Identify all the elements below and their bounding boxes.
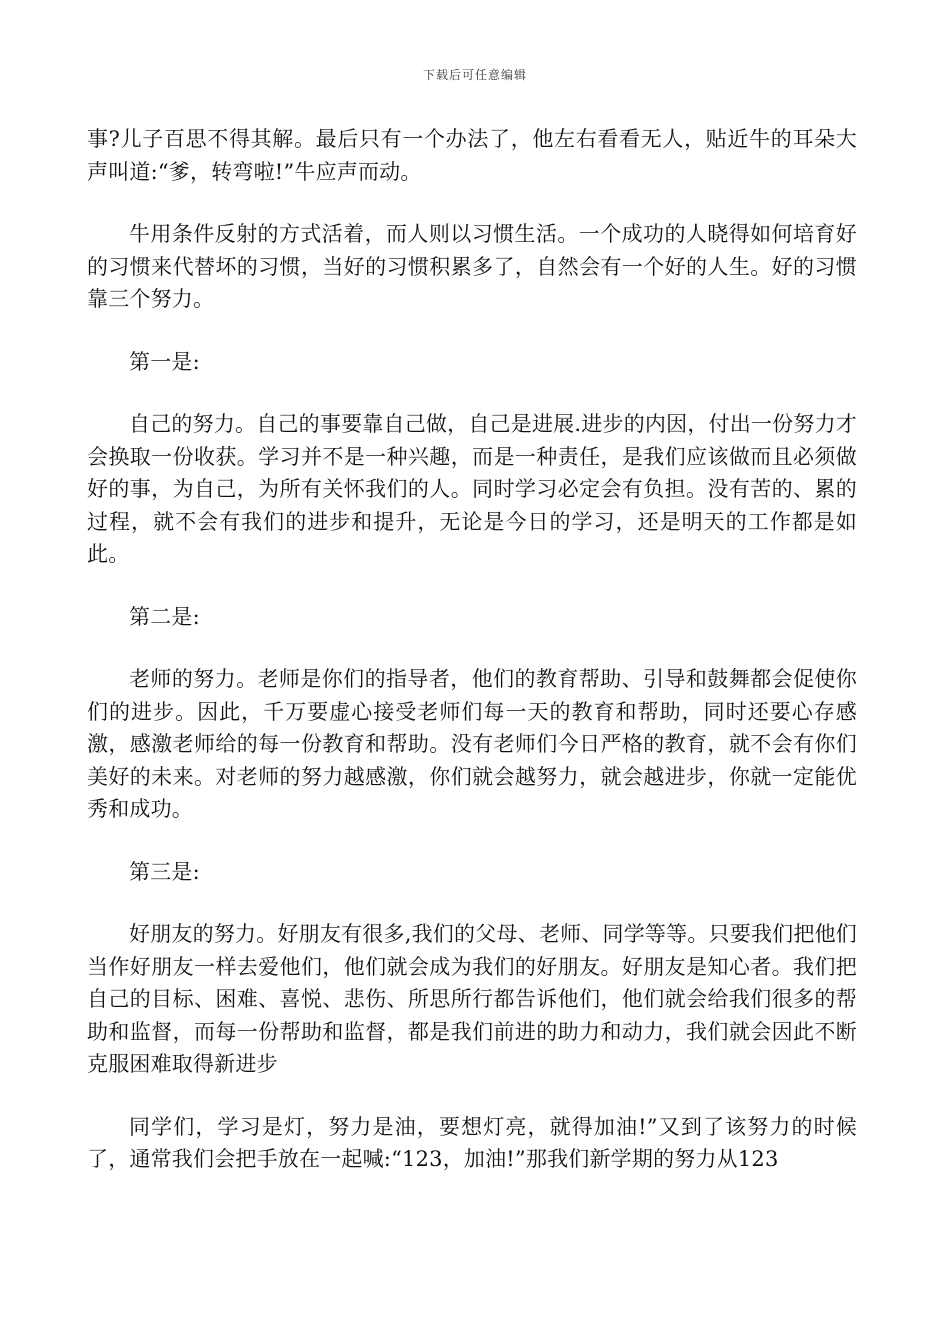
section-heading-3: 第三是: <box>129 859 200 884</box>
paragraph-2: 牛用条件反射的方式活着，而人则以习惯生活。一个成功的人晓得如何培育好的习惯来代替坏的习惯，当好的习惯积累多了，自然会有一个好的人生。好的习惯靠三个努力。 <box>87 222 857 311</box>
page-header: 下载后可任意编辑 <box>422 68 527 82</box>
document-body <box>87 123 857 1206</box>
section-heading-2: 第二是: <box>129 604 200 629</box>
paragraph-5: 好朋友的努力。好朋友有很多,我们的父母、老师、同学等等。只要我们把他们当作好朋友一样去爱他们，他们就会成为我们的好朋友。好朋友是知心者。我们把自己的目标、困难、喜悦、悲伤、所思所行都告诉他们，他们就会给我们很多的帮助和监督，而每一份帮助和监督，都是我们前进的助力和动力，我们就会因此不断克服困难取得新进步 <box>87 922 857 1076</box>
paragraph-1: 事?儿子百思不得其解。最后只有一个办法了，他左右看看无人，贴近牛的耳朵大声叫道:“爹，转弯啦!”牛应声而动。 <box>87 127 857 184</box>
section-heading-1: 第一是: <box>129 349 200 374</box>
paragraph-3: 自己的努力。自己的事要靠自己做，自己是进展.进步的内因，付出一份努力才会换取一份收获。学习并不是一种兴趣，而是一种责任，是我们应该做而且必须做好的事，为自己，为所有关怀我们的人。同时学习必定会有负担。没有苦的、累的过程，就不会有我们的进步和提升，无论是今日的学习，还是明天的工作都是如此。 <box>87 412 857 566</box>
paragraph-4: 老师的努力。老师是你们的指导者，他们的教育帮助、引导和鼓舞都会促使你们的进步。因此，千万要虚心接受老师们每一天的教育和帮助，同时还要心存感激，感激老师给的每一份教育和帮助。没有老师们今日严格的教育，就不会有你们美好的未来。对老师的努力越感激，你们就会越努力，就会越进步，你就一定能优秀和成功。 <box>87 667 857 821</box>
paragraph-6: 同学们，学习是灯，努力是油，要想灯亮，就得加油!”又到了该努力的时候了，通常我们会把手放在一起喊:“123，加油!”那我们新学期的努力从123 <box>87 1114 857 1171</box>
